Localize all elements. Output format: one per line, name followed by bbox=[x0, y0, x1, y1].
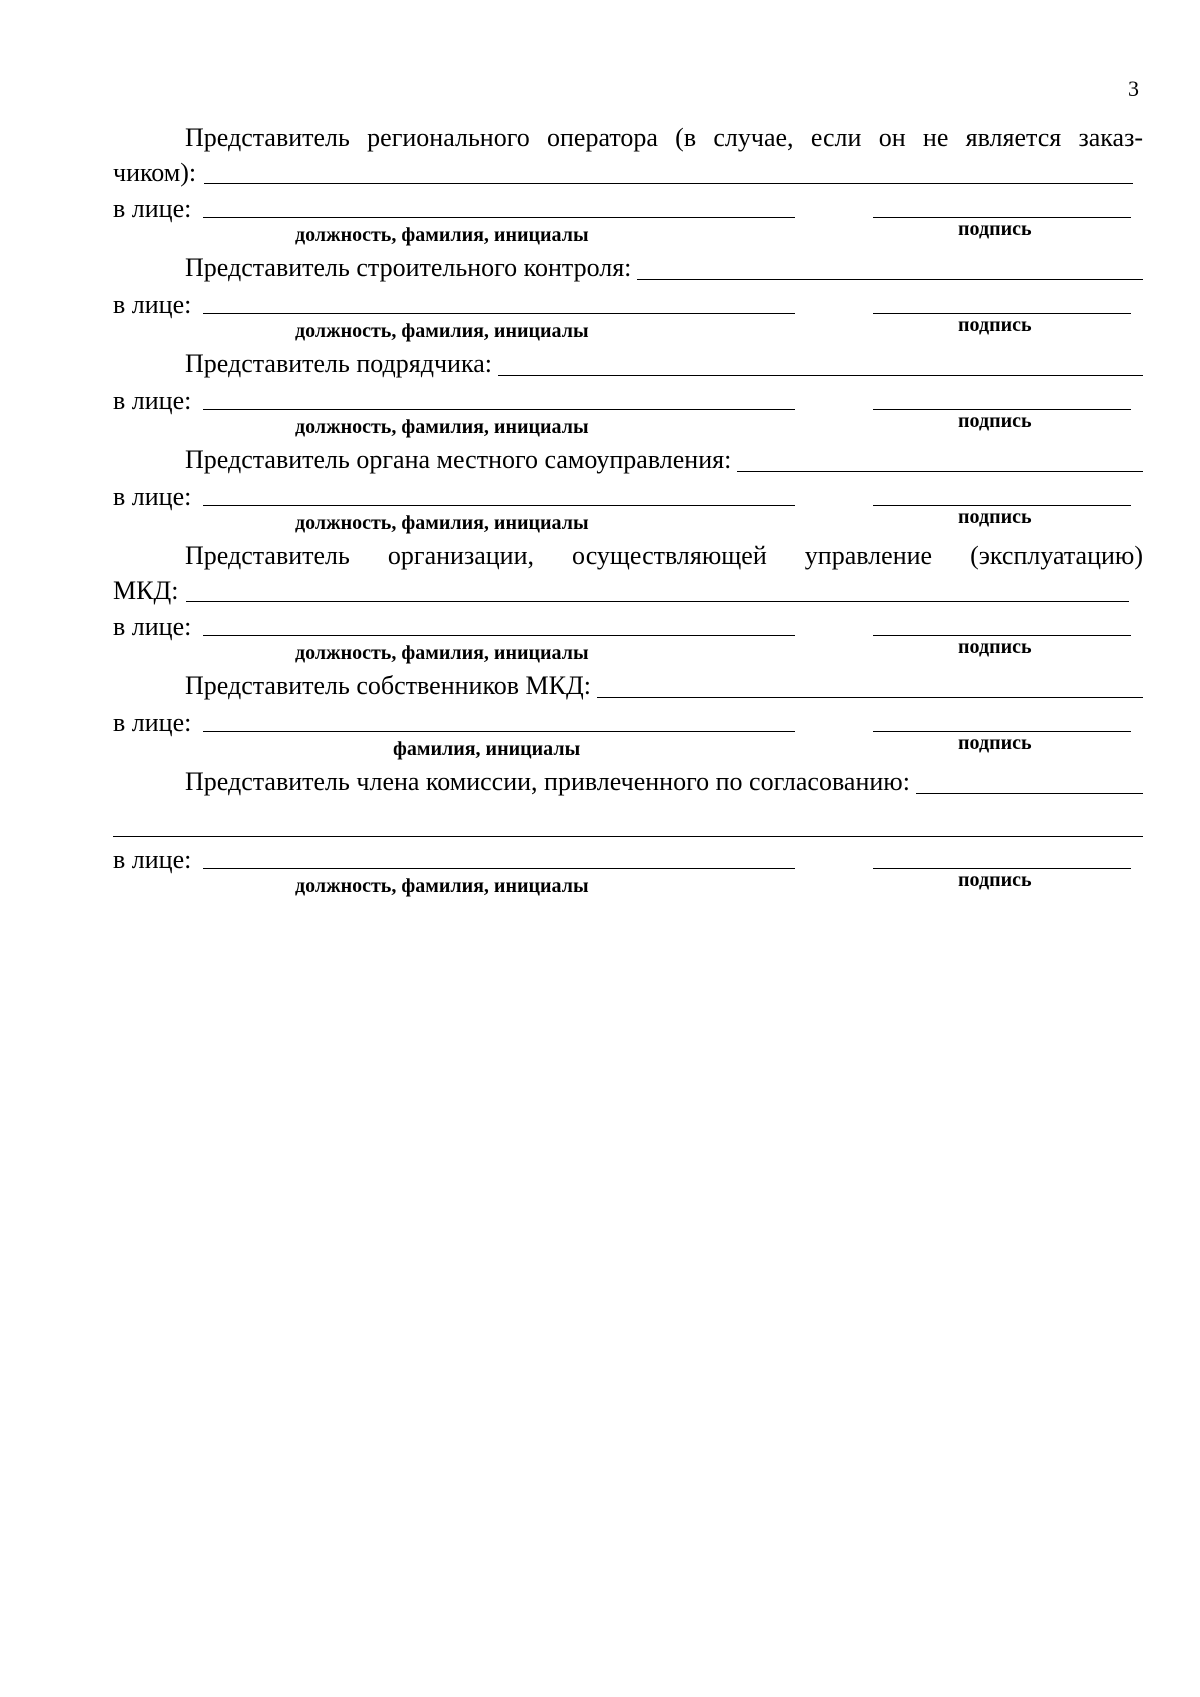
signature-field[interactable] bbox=[873, 481, 1131, 506]
signature-caption: подпись bbox=[958, 636, 1032, 658]
position-name-field[interactable] bbox=[203, 289, 795, 314]
title-continuation-row bbox=[113, 156, 1143, 190]
caption-row bbox=[113, 869, 1143, 901]
position-name-field[interactable] bbox=[203, 385, 795, 410]
fio-caption: должность, фамилия, инициалы bbox=[295, 512, 589, 534]
section-title: Представитель подрядчика: bbox=[185, 349, 492, 378]
caption-row bbox=[113, 218, 1143, 250]
signature-caption: подпись bbox=[958, 869, 1032, 891]
signature-caption: подпись bbox=[958, 732, 1032, 754]
face-label: в лице: bbox=[113, 386, 192, 415]
title-row bbox=[113, 250, 1143, 286]
face-label: в лице: bbox=[113, 845, 192, 874]
organization-name-field[interactable] bbox=[186, 575, 1129, 602]
section-title-continuation: чиком): bbox=[113, 158, 197, 187]
title-row bbox=[113, 442, 1143, 478]
position-name-field[interactable] bbox=[203, 481, 795, 506]
signature-caption: подпись bbox=[958, 314, 1032, 336]
signature-field[interactable] bbox=[873, 385, 1131, 410]
face-label: в лице: bbox=[113, 708, 192, 737]
section-title: Представитель собственников МКД: bbox=[185, 671, 591, 700]
signature-field[interactable] bbox=[873, 707, 1131, 732]
caption-row bbox=[113, 732, 1143, 764]
name-field[interactable] bbox=[203, 707, 795, 732]
fio-caption: должность, фамилия, инициалы bbox=[295, 642, 589, 664]
section-title: Представитель строительного контроля: bbox=[185, 253, 632, 282]
section-contractor bbox=[113, 346, 1143, 442]
section-title: Представитель органа местного самоуправления: bbox=[185, 445, 732, 474]
caption-row bbox=[113, 636, 1143, 668]
signature-caption: подпись bbox=[958, 410, 1032, 432]
page-number: 3 bbox=[1128, 76, 1139, 101]
organization-name-field[interactable] bbox=[597, 669, 1143, 698]
title-row bbox=[113, 346, 1143, 382]
section-management-organization bbox=[113, 538, 1143, 668]
section-regional-operator bbox=[113, 120, 1143, 250]
section-title: Представитель члена комиссии, привлеченного по согласованию: bbox=[185, 767, 910, 796]
title-continuation-row bbox=[113, 574, 1143, 608]
section-title: Представитель организации, осуществляющей управление (эксплуатацию) bbox=[185, 541, 1143, 570]
section-owners bbox=[113, 668, 1143, 764]
caption-row bbox=[113, 314, 1143, 346]
section-title: Представитель регионального оператора (в случае, если он не является заказ- bbox=[185, 123, 1143, 152]
signature-form bbox=[113, 120, 1143, 901]
organization-name-field[interactable] bbox=[737, 443, 1143, 472]
fio-caption: фамилия, инициалы bbox=[393, 738, 581, 760]
position-name-field[interactable] bbox=[203, 611, 795, 636]
signature-caption: подпись bbox=[958, 506, 1032, 528]
organization-name-field[interactable] bbox=[637, 251, 1143, 280]
signature-field[interactable] bbox=[873, 611, 1131, 636]
section-construction-control bbox=[113, 250, 1143, 346]
face-label: в лице: bbox=[113, 194, 192, 223]
organization-name-field[interactable] bbox=[916, 765, 1143, 794]
signature-field[interactable] bbox=[873, 193, 1131, 218]
signature-field[interactable] bbox=[873, 289, 1131, 314]
face-label: в лице: bbox=[113, 482, 192, 511]
title-row bbox=[113, 668, 1143, 704]
fio-caption: должность, фамилия, инициалы bbox=[295, 875, 589, 897]
fio-caption: должность, фамилия, инициалы bbox=[295, 416, 589, 438]
organization-name-field[interactable] bbox=[498, 347, 1143, 376]
section-title-continuation: МКД: bbox=[113, 576, 179, 605]
title-row bbox=[113, 764, 1143, 800]
face-label: в лице: bbox=[113, 612, 192, 641]
signature-field[interactable] bbox=[873, 844, 1131, 869]
position-name-field[interactable] bbox=[203, 193, 795, 218]
position-name-field[interactable] bbox=[203, 844, 795, 869]
organization-name-continuation-field[interactable] bbox=[113, 800, 1143, 837]
organization-name-field[interactable] bbox=[204, 157, 1133, 184]
caption-row bbox=[113, 410, 1143, 442]
section-commission-member bbox=[113, 764, 1143, 901]
face-label: в лице: bbox=[113, 290, 192, 319]
caption-row bbox=[113, 506, 1143, 538]
fio-caption: должность, фамилия, инициалы bbox=[295, 320, 589, 342]
signature-caption: подпись bbox=[958, 218, 1032, 240]
section-local-government bbox=[113, 442, 1143, 538]
fio-caption: должность, фамилия, инициалы bbox=[295, 224, 589, 246]
